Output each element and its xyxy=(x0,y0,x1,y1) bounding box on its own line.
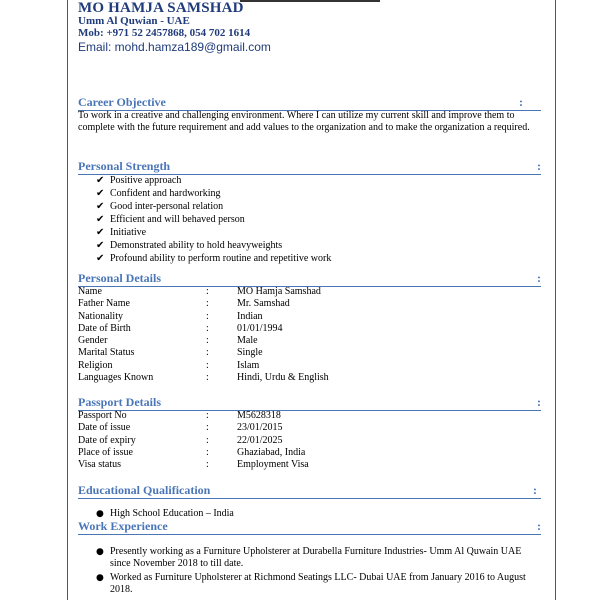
candidate-mobile: Mob: +971 52 2457868, 054 702 1614 xyxy=(78,27,251,39)
candidate-location: Umm Al Quwian - UAE xyxy=(78,15,190,27)
list-item: ✔ Demonstrated ability to hold heavyweights xyxy=(96,240,283,251)
section-colon: : xyxy=(537,271,541,285)
check-icon: ✔ xyxy=(96,253,105,264)
table-row: Visa status : Employment Visa xyxy=(78,459,309,471)
section-work-experience xyxy=(78,521,541,535)
section-career-objective xyxy=(78,97,541,111)
table-row: Passport No : M5628318 xyxy=(78,410,281,421)
section-colon: : xyxy=(519,95,523,109)
table-row: Languages Known : Hindi, Urdu & English xyxy=(78,372,329,384)
section-colon: : xyxy=(537,159,541,173)
section-title: Work Experience xyxy=(78,519,168,533)
check-icon: ✔ xyxy=(96,240,105,251)
top-rule xyxy=(240,0,380,2)
candidate-name: MO HAMJA SAMSHAD xyxy=(78,0,244,16)
strength-list xyxy=(96,174,331,265)
table-row: Date of Birth : 01/01/1994 xyxy=(78,322,283,334)
bullet-icon: ● xyxy=(96,509,104,519)
check-icon: ✔ xyxy=(96,175,105,186)
table-row: Gender : Male xyxy=(78,335,258,347)
list-item: ✔ Good inter-personal relation xyxy=(96,201,224,212)
table-row: Date of expiry : 22/01/2025 xyxy=(78,434,283,446)
bullet-icon: ● xyxy=(96,547,104,557)
page-border-left xyxy=(67,0,68,600)
list-item: ● Presently working as a Furniture Upholsterer at Durabella Furniture Industries- Umm Al Quwain UAE since November 2018 to till date. xyxy=(96,546,522,569)
career-objective-text: To work in a creative and challenging environment. Where I can utilize my current skill and improve them to complete with the future requirement and add values to the organization and to make the organization a required. xyxy=(78,110,530,133)
candidate-email: Email: mohd.hamza189@gmail.com xyxy=(78,40,271,54)
table-row: Nationality : Indian xyxy=(78,310,263,322)
page-border-right xyxy=(555,0,556,600)
check-icon: ✔ xyxy=(96,227,105,238)
passport-details-table xyxy=(78,410,538,471)
section-colon: : xyxy=(537,395,541,409)
table-row: Religion : Islam xyxy=(78,359,260,371)
list-item: ✔ Confident and hardworking xyxy=(96,188,221,199)
table-row: Date of issue : 23/01/2015 xyxy=(78,422,283,434)
section-colon: : xyxy=(533,483,537,497)
list-item: ● Worked as Furniture Upholsterer at Richmond Seatings LLC- Dubai UAE from January 2016 to August 2018. xyxy=(96,572,526,595)
table-row: Father Name : Mr. Samshad xyxy=(78,298,290,310)
table-row: Name : MO Hamja Samshad xyxy=(78,286,321,297)
section-title: Educational Qualification xyxy=(78,483,211,497)
section-personal-strength xyxy=(78,161,541,175)
list-item: ✔ Initiative xyxy=(96,227,147,238)
check-icon: ✔ xyxy=(96,201,105,212)
section-title: Personal Details xyxy=(78,271,161,285)
list-item: ✔ Positive approach xyxy=(96,175,182,186)
table-row: Marital Status : Single xyxy=(78,347,263,359)
section-passport-details xyxy=(78,397,541,411)
check-icon: ✔ xyxy=(96,188,105,199)
section-educational-qualification xyxy=(78,485,541,499)
check-icon: ✔ xyxy=(96,214,105,225)
list-item: ✔ Efficient and will behaved person xyxy=(96,214,245,225)
list-item: ✔ Profound ability to perform routine and repetitive work xyxy=(96,253,332,264)
work-list xyxy=(96,546,526,596)
section-title: Personal Strength xyxy=(78,159,171,173)
list-item: ● High School Education – India xyxy=(96,508,234,519)
table-row: Place of issue : Ghaziabad, India xyxy=(78,446,306,458)
section-personal-details xyxy=(78,273,541,287)
bullet-icon: ● xyxy=(96,573,104,583)
personal-details-table xyxy=(78,286,538,384)
section-title: Career Objective xyxy=(78,95,166,109)
section-colon: : xyxy=(537,519,541,533)
section-title: Passport Details xyxy=(78,395,161,409)
